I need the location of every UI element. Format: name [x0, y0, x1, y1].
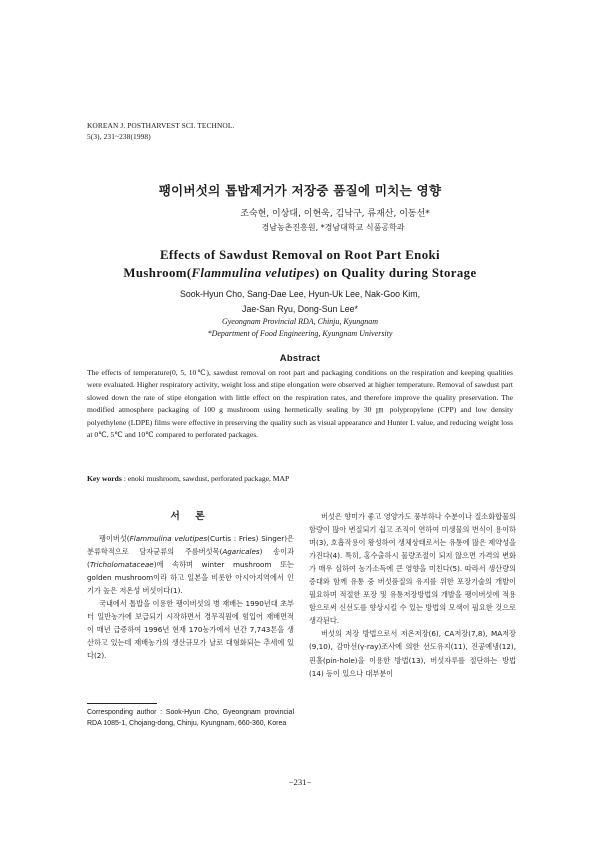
text-span: )에 속하며 winter mushroom 또는 golden mushroom이라 하고 일본을 비롯한 아시아지역에서 인기가 높은 저온성 버섯이다(1).: [87, 560, 294, 596]
text-span: (Curtis : Fries) Singer)은 분류학적으로 담자균류의 주름버섯목(: [87, 534, 294, 557]
korean-authors: 조숙현, 이상대, 이현욱, 김낙구, 류재산, 이동선*: [240, 209, 430, 219]
paragraph: 버섯은 향미가 좋고 영양가도 풍부하나 수분이나 질소화합물의 함량이 많아 변질되기 쉽고 조직이 연하여 미생물의 번식이 용이하며(3), 호흡작용이 왕성하여 생체상태로서는 유통에 많은 제약성을 가진다(4). 특히, 홍수출하시 물량조절이 되지 않으면 가격의 변화가 매우 심하여 농가소득에 큰 영향을 미친다(5). 따라서 생산량의 증대와 함께 유통 중 버섯품질의 유지를 위한 포장기술의 개발이 필요하며 적절한 포장 및 유통저장방법의 개발을 팽이버섯에 적용함으로써 신선도를 향상시킬 수 있는 방법의 모색이 필요한 것으로 생각된다.: [309, 512, 516, 626]
journal-name: KOREAN J. POSTHARVEST SCI. TECHNOL.: [87, 121, 235, 130]
keywords-label: Key words: [87, 474, 122, 483]
english-title-line-1: Effects of Sawdust Removal on Root Part Enoki: [160, 248, 440, 262]
footnote: Corresponding author : Sook-Hyun Cho, Gyeongnam provincial RDA 1085-1, Chojang-dong, Chinju, Kyungnam, 660-360, Korea: [87, 709, 294, 727]
right-column: [309, 510, 516, 680]
section-heading: 서 론: [170, 511, 211, 522]
abstract-heading: Abstract: [279, 352, 321, 363]
journal-volume: 5(3), 231~238(1998): [87, 132, 151, 141]
title-text: ) on Quality during Storage: [315, 266, 477, 280]
english-title-line-2: [0, 264, 600, 282]
keywords-text: : enoki mushroom, sawdust, perforated package, MAP: [123, 474, 290, 483]
paragraph: 버섯의 저장 방법으로서 저온저장(6), CA저장(7,8), MA저장(9,10), 감마선(γ-ray)조사에 의한 선도유지(11), 진공예냉(12), 핀홀(pin-hole)을 이용한 방법(13), 버섯자루를 절단하는 방법(14) 등이 있으나 대부분이: [309, 629, 516, 678]
paragraph: 국내에서 톱밥을 이용한 팽이버섯의 병 재배는 1990년대 초부터 일반농가에 보급되기 시작하면서 경무직원에 힘입어 재배면적이 매년 급증하여 1996년 현재 170농가에서 년간 7,743톤을 생산하고 있는데 재배농가의 생산규모가 날로 대형화되는 추세에 있다(2).: [87, 599, 294, 661]
abstract-body: The effects of temperature(0, 5, 10℃), sawdust removal on root part and packaging conditions on the respiration and keeping qualities were evaluated. Higher respiratory activity, weight loss and stipe elongation were observed at higher temperature. Removal of sawdust part slowed down the rate of stipe elongation with little effect on the respiration rates, and therefore improve the quality preservation. The modified atmosphere packaging of 100 g mushroom using hermetically sealing by 30 ㎛ polypropylene (CPP) and low density polyethylene (LDPE) films were effective in preserving the quality such as visual appearance and Hunter L value, and reducing weight loss at 0℃, 5℃ and 10℃ compared to perforated packages.: [87, 368, 513, 440]
english-authors-line-2: Jae-San Ryu, Dong-Sun Lee*: [242, 304, 358, 314]
order-name: Agaricales: [222, 547, 260, 557]
page-number: −231−: [288, 777, 312, 787]
species-name: Flammulina velutipes: [129, 534, 208, 543]
footnote-divider: [87, 703, 157, 704]
english-authors: [0, 287, 600, 317]
title-text: Mushroom(: [123, 266, 192, 280]
text-span: ) 송이과(: [87, 547, 295, 570]
korean-affiliation: 경남농촌진흥원, *경남대학교 식품공학과: [261, 223, 405, 232]
english-title: [0, 246, 600, 282]
keywords: [87, 474, 513, 483]
title-species: Flammulina velutipes: [191, 266, 316, 280]
family-name: Tricholomataceae: [89, 560, 154, 570]
english-affiliation-line-1: Gyeongnam Provincial RDA, Chinju, Kyungnam: [221, 317, 379, 326]
korean-title: 팽이버섯의 톱밥제거가 저장중 품질에 미치는 영향: [158, 183, 442, 198]
left-column: [87, 500, 294, 662]
english-affiliation: [0, 316, 600, 340]
journal-header: [87, 120, 234, 142]
english-authors-line-1: Sook-Hyun Cho, Sang-Dae Lee, Hyun-Uk Lee, Nak-Goo Kim,: [179, 289, 421, 299]
english-affiliation-line-2: *Department of Food Engineering, Kyungnam University: [207, 329, 393, 338]
paragraph: [87, 532, 294, 597]
text-span: 팽이버섯(: [99, 534, 130, 543]
